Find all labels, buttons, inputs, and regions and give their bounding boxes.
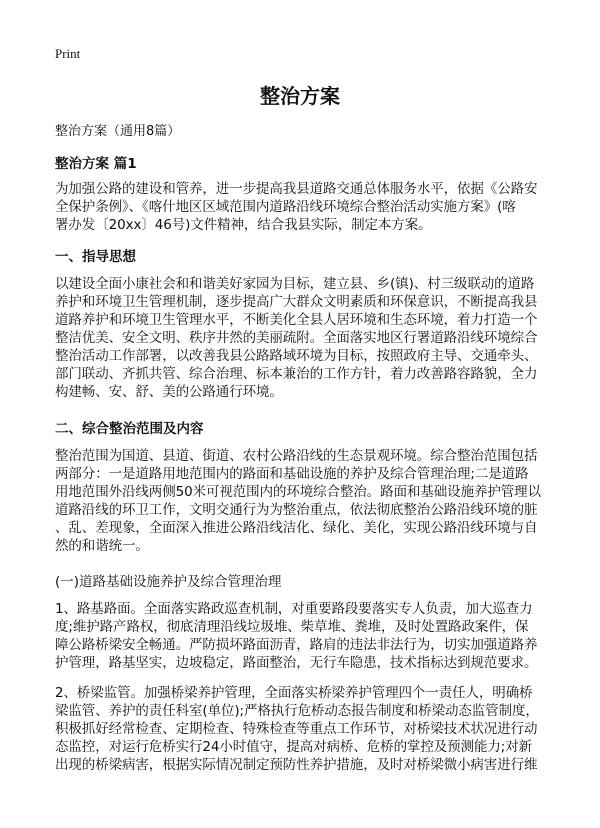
text-line: 障公路桥梁安全畅通。严防损坏路面沥青，路肩的违法非法行为，切实加强道路养 (55, 637, 538, 653)
text-line: 以建设全面小康社会和和谐美好家园为目标，建立县、乡(镇)、村三级联动的道路 (55, 276, 535, 292)
print-link[interactable]: Print (55, 46, 81, 61)
text-line: 道路养护和环境卫生管理水平，不断美化全县人居环境和生态环境，着力打造一个 (55, 312, 538, 328)
text-line: 、乱、差现象，全面深入推进公路沿线洁化、绿化、美化，实现公路沿线环境与自 (55, 520, 538, 536)
text-line: 度;维护路产路权，彻底清理沿线垃圾堆、柴草堆、粪堆，及时处置路政案件，保 (55, 619, 529, 635)
text-line: 整洁优美、安全文明、秩序井然的美丽疏附。全面落实地区行署道路沿线环境综合 (55, 330, 538, 346)
paragraph-scope (55, 447, 541, 555)
text-line: 护管理，路基坚实，边坡稳定，路面整治，无行车隐患，技术指标达到规范要求。 (55, 655, 538, 671)
text-line: 然的和谐统一。 (55, 538, 149, 554)
text-line: 构建畅、安、舒、美的公路通行环境。 (55, 384, 283, 400)
section-heading: 整治方案 篇1 (55, 156, 137, 172)
text-line: 出现的桥梁病害，根据实际情况制定预防性养护措施，及时对桥梁微小病害进行维 (55, 757, 538, 773)
heading-scope: 二、综合整治范围及内容 (55, 421, 204, 437)
text-line: 两部分：一是道路用地范围内的路面和基础设施的养护及综合管理治理;二是道路 (55, 466, 529, 482)
paragraph-roadbed (55, 600, 537, 672)
text-line: 全保护条例》、《喀什地区区域范围内道路沿线环境综合整治活动实施方案》(喀 (55, 199, 516, 215)
text-line: 2、桥梁监管。加强桥梁养护管理，全面落实桥梁养护管理四个一责任人，明确桥 (55, 685, 533, 701)
paragraph-bridge (55, 684, 539, 774)
text-line: 态监控，对运行危桥实行24小时值守，提高对病桥、危桥的掌控及预测能力;对新 (55, 739, 533, 755)
text-line: 1、路基路面。全面落实路政巡查机制，对重要路段要落实专人负责，加大巡查力 (55, 601, 533, 617)
paragraph-guiding-ideology (55, 275, 537, 401)
text-line: 积极抓好经常检查、定期检查、特殊检查等重点工作环节，对桥梁技术状况进行动 (55, 721, 538, 737)
document-title: 整治方案 (260, 84, 340, 108)
heading-guiding-ideology: 一、指导思想 (55, 249, 136, 265)
text-line: 整治范围为国道、县道、街道、农村公路沿线的生态景观环境。综合整治范围包括 (55, 448, 538, 464)
text-line: 署办发〔20xx〕46号)文件精神，结合我县实际，制定本方案。 (55, 217, 432, 233)
text-line: 整治活动工作部署，以改善我县公路路域环境为目标，按照政府主导、交通牵头、 (55, 348, 538, 364)
text-line: 为加强公路的建设和管养，进一步提高我县道路交通总体服务水平，依据《公路安 (55, 181, 538, 197)
text-line: 养护和环境卫生管理机制，逐步提高广大群众文明素质和环保意识，不断提高我县 (55, 294, 538, 310)
subheading-infrastructure: (一)道路基础设施养护及综合管理治理 (55, 574, 282, 590)
document-subtitle: 整治方案（通用8篇） (55, 124, 181, 139)
intro-paragraph (55, 180, 537, 234)
text-line: 道路沿线的环卫工作，文明交通行为为整治重点，依法彻底整治公路沿线环境的脏 (55, 502, 538, 518)
text-line: 部门联动、齐抓共管、综合治理、标本兼治的工作方针，着力改善路容路貌，全力 (55, 366, 538, 382)
text-line: 用地范围外沿线两侧50米可视范围内的环境综合整治。路面和基础设施养护管理以 (55, 484, 541, 500)
text-line: 梁监管、养护的责任科室(单位);严格执行危桥动态报告制度和桥梁动态监管制度， (55, 703, 539, 719)
